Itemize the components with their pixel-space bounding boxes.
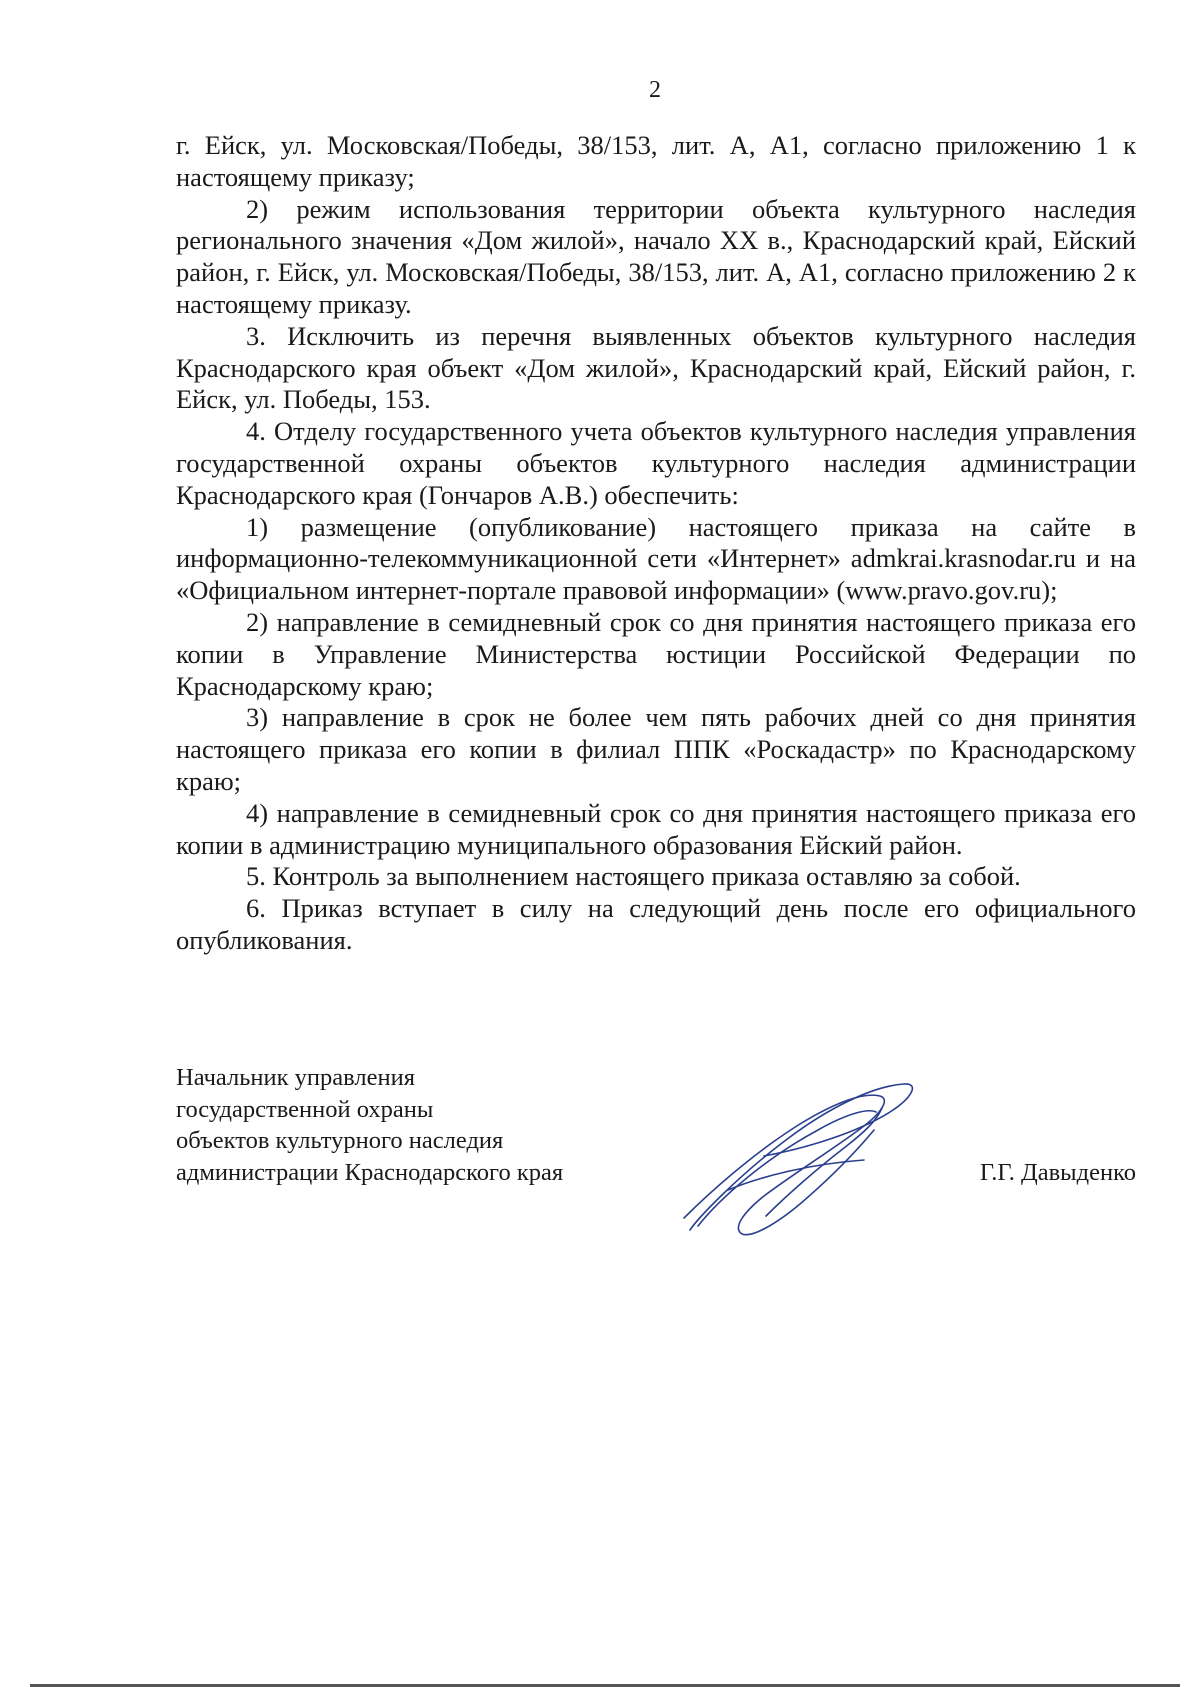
signer-position-line: Начальник управления [176, 1064, 415, 1091]
paragraph-subitem-3-roskadastr: 3) направление в срок не более чем пять рабочих дней со дня принятия настоящего приказа его копии в филиал ППК «Роскадастр» по Краснодарскому краю; [176, 702, 1136, 796]
signer-position-line: государственной охраны [176, 1095, 434, 1123]
signer-position-line: администрации Краснодарского края [176, 1158, 564, 1186]
signer-position [176, 1062, 563, 1188]
paragraph-item-5-control: 5. Контроль за выполнением настоящего приказа оставляю за собой. [246, 861, 1021, 892]
signer-name: Г.Г. Давыденко [979, 1158, 1136, 1186]
signature-block [176, 1062, 1136, 1232]
paragraph-subitem-2-ministry-of-justice: 2) направление в семидневный срок со дня принятия настоящего приказа его копии в Управление Министерства юстиции Российской Федерации по Краснодарскому краю; [176, 606, 1136, 701]
paragraph-item-2-territory-regime: 2) режим использования территории объекта культурного наследия регионального значения «Дом жилой», начало XX в., Краснодарский край, Ейский район, г. Ейск, ул. Московская/Победы, 38/153, лит. А, А1, согласно приложению 2 к настоящему приказу. [176, 193, 1136, 319]
paragraph-item-4-department-duties: 4. Отделу государственного учета объектов культурного наследия управления государственной охраны объектов культурного наследия администрации Краснодарского края (Гончаров А.В.) обеспечить: [176, 416, 1136, 510]
document-body [176, 130, 1136, 957]
paragraph-item-6-entry-into-force: 6. Приказ вступает в силу на следующий день после его официального опубликования. [176, 893, 1136, 955]
paragraph-subitem-4-municipality: 4) направление в семидневный срок со дня принятия настоящего приказа его копии в администрацию муниципального образования Ейский район. [176, 797, 1136, 860]
page-number: 2 [649, 77, 661, 103]
paragraph-item-3-exclusion: 3. Исключить из перечня выявленных объектов культурного наследия Краснодарского края объект «Дом жилой», Краснодарский край, Ейский район, г. Ейск, ул. Победы, 153. [176, 320, 1136, 415]
paragraph-continuation: г. Ейск, ул. Московская/Победы, 38/153, лит. А, А1, согласно приложению 1 к настоящему приказу; [176, 130, 1136, 192]
signer-position-line: объектов культурного наследия [176, 1127, 504, 1154]
paragraph-subitem-1-publication: 1) размещение (опубликование) настоящего приказа на сайте в информационно-телекоммуникационной сети «Интернет» admkrai.krasnodar.ru и на «Официальном интернет-портале правовой информации» (www.pravo.gov.ru); [176, 511, 1136, 606]
handwritten-signature [668, 1068, 928, 1238]
